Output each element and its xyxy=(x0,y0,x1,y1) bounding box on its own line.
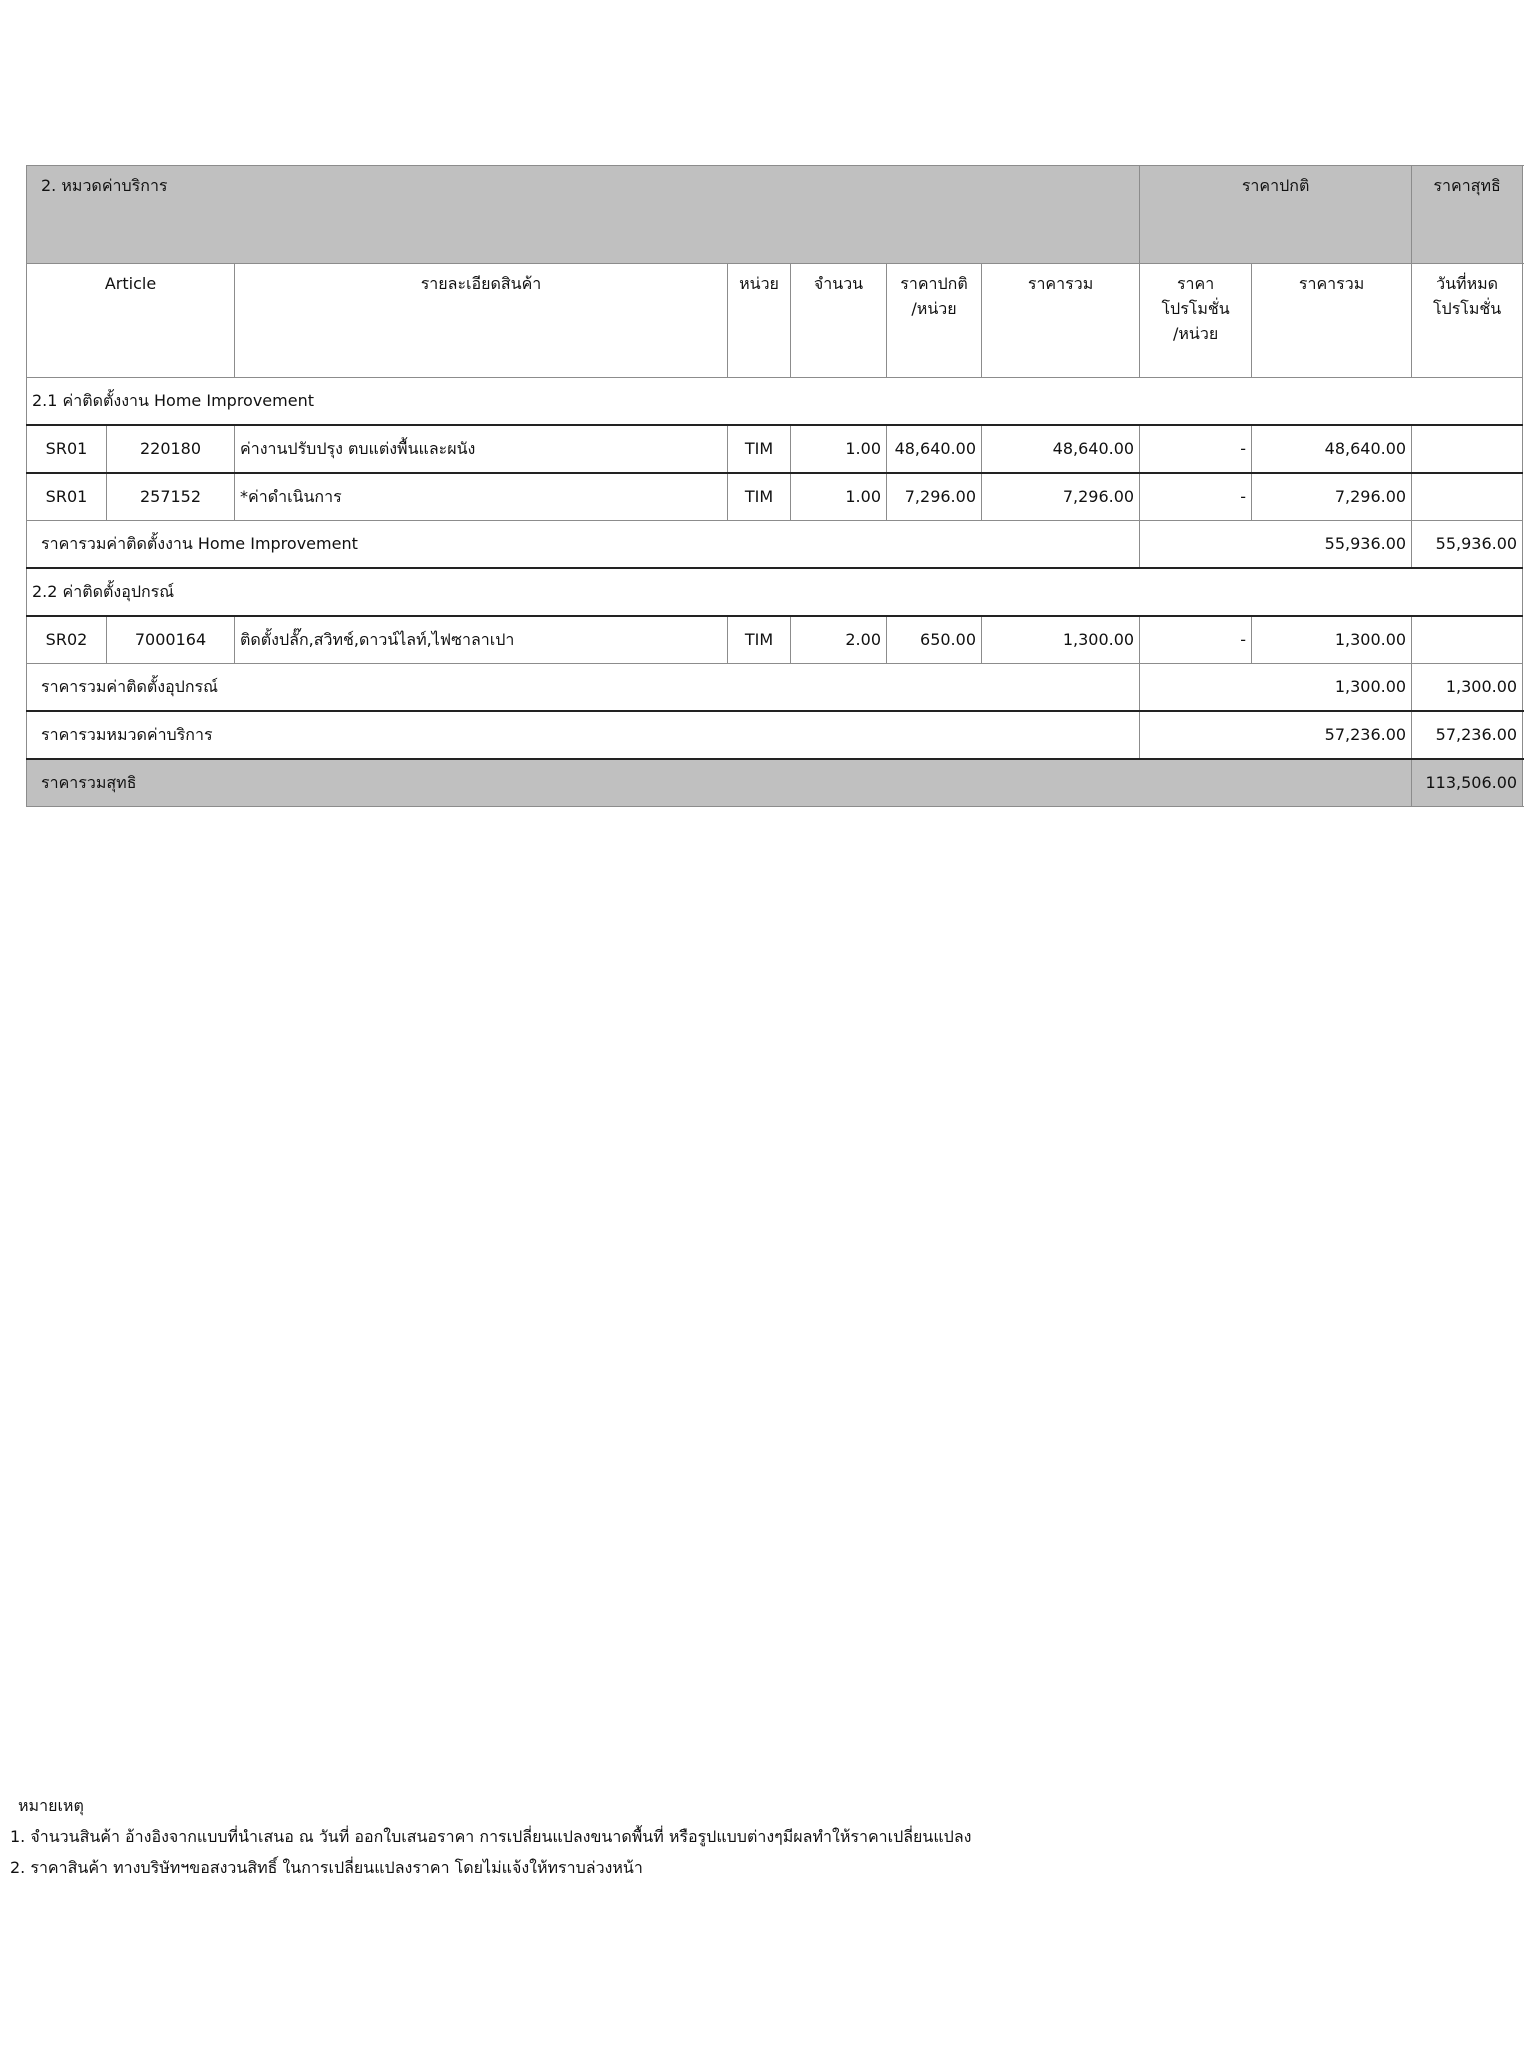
section-header-row xyxy=(27,166,1523,264)
notes-title: หมายเหตุ xyxy=(18,1796,84,1815)
row-net-total: 48,640.00 xyxy=(1252,425,1412,473)
row-unit-price: 650.00 xyxy=(887,616,982,664)
row-qty: 1.00 xyxy=(791,473,887,521)
service-quotation-table xyxy=(26,165,1523,807)
row-article: 220180 xyxy=(107,425,235,473)
col-total: ราคารวม xyxy=(982,264,1140,378)
row-net-total: 1,300.00 xyxy=(1252,616,1412,664)
subtotal-regular: 55,936.00 xyxy=(1140,521,1412,569)
group-title-row xyxy=(27,568,1523,616)
row-unit: TIM xyxy=(728,473,791,521)
row-net-total: 7,296.00 xyxy=(1252,473,1412,521)
col-promo-end-line2: โปรโมชั่น xyxy=(1432,298,1502,318)
row-total: 1,300.00 xyxy=(982,616,1140,664)
col-description: รายละเอียดสินค้า xyxy=(235,264,728,378)
row-unit: TIM xyxy=(728,425,791,473)
row-description: ค่างานปรับปรุง ตบแต่งพื้นและผนัง xyxy=(235,425,728,473)
row-description: ติดตั้งปลั๊ก,สวิทช์,ดาวน์ไลท์,ไฟซาลาเปา xyxy=(235,616,728,664)
note-item: 1. จำนวนสินค้า อ้างอิงจากแบบที่นำเสนอ ณ วันที่ ออกใบเสนอราคา การเปลี่ยนแปลงขนาดพื้นที่ หรือรูปแบบต่างๆมีผลทำให้ราคาเปลี่ยนแปลง xyxy=(10,1827,972,1846)
row-promo-end xyxy=(1412,473,1523,521)
row-code: SR01 xyxy=(27,425,107,473)
subtotal-regular: 1,300.00 xyxy=(1140,664,1412,712)
subtotal-row xyxy=(27,521,1523,569)
subtotal-label: ราคารวมค่าติดตั้งอุปกรณ์ xyxy=(27,664,1140,712)
group-title: 2.1 ค่าติดตั้งงาน Home Improvement xyxy=(27,378,1523,426)
col-promo-price xyxy=(1140,264,1252,378)
col-unit-price xyxy=(887,264,982,378)
row-article: 7000164 xyxy=(107,616,235,664)
note-item: 2. ราคาสินค้า ทางบริษัทฯขอสงวนสิทธิ์ ในการเปลี่ยนแปลงราคา โดยไม่แจ้งให้ทราบล่วงหน้า xyxy=(10,1858,643,1877)
row-promo-end xyxy=(1412,425,1523,473)
regular-price-header: ราคาปกติ xyxy=(1140,166,1412,264)
row-unit: TIM xyxy=(728,616,791,664)
category-total-regular: 57,236.00 xyxy=(1140,711,1412,759)
section-title: 2. หมวดค่าบริการ xyxy=(27,166,1140,264)
col-unit-price-line2: /หน่วย xyxy=(911,298,957,318)
row-total: 48,640.00 xyxy=(982,425,1140,473)
col-promo-price-line1: ราคา xyxy=(1176,274,1215,293)
column-header-row xyxy=(27,264,1523,378)
row-article: 257152 xyxy=(107,473,235,521)
col-qty: จำนวน xyxy=(791,264,887,378)
table-row xyxy=(27,473,1523,521)
col-article: Article xyxy=(27,264,235,378)
grand-total-label: ราคารวมสุทธิ xyxy=(27,759,1412,807)
row-promo-price: - xyxy=(1140,425,1252,473)
notes-section xyxy=(10,1790,971,1883)
row-promo-price: - xyxy=(1140,473,1252,521)
row-unit-price: 48,640.00 xyxy=(887,425,982,473)
category-total-net: 57,236.00 xyxy=(1412,711,1523,759)
col-unit-price-line1: ราคาปกติ xyxy=(900,274,968,293)
row-qty: 1.00 xyxy=(791,425,887,473)
category-total-row xyxy=(27,711,1523,759)
col-promo-price-line3: /หน่วย xyxy=(1172,323,1219,343)
col-promo-end-line1: วันที่หมด xyxy=(1436,274,1499,293)
col-unit: หน่วย xyxy=(728,264,791,378)
row-qty: 2.00 xyxy=(791,616,887,664)
subtotal-label: ราคารวมค่าติดตั้งงาน Home Improvement xyxy=(27,521,1140,569)
group-title-row xyxy=(27,378,1523,426)
category-total-label: ราคารวมหมวดค่าบริการ xyxy=(27,711,1140,759)
row-code: SR02 xyxy=(27,616,107,664)
row-total: 7,296.00 xyxy=(982,473,1140,521)
table-row xyxy=(27,425,1523,473)
row-promo-price: - xyxy=(1140,616,1252,664)
table-row xyxy=(27,616,1523,664)
col-net-total: ราคารวม xyxy=(1252,264,1412,378)
row-description: *ค่าดำเนินการ xyxy=(235,473,728,521)
grand-total-row xyxy=(27,759,1523,807)
row-unit-price: 7,296.00 xyxy=(887,473,982,521)
subtotal-net: 55,936.00 xyxy=(1412,521,1523,569)
group-title: 2.2 ค่าติดตั้งอุปกรณ์ xyxy=(27,568,1523,616)
subtotal-net: 1,300.00 xyxy=(1412,664,1523,712)
subtotal-row xyxy=(27,664,1523,712)
net-price-header: ราคาสุทธิ xyxy=(1412,166,1523,264)
col-promo-price-line2: โปรโมชั่น xyxy=(1161,298,1230,318)
grand-total-value: 113,506.00 xyxy=(1412,759,1523,807)
col-promo-end xyxy=(1412,264,1523,378)
row-promo-end xyxy=(1412,616,1523,664)
row-code: SR01 xyxy=(27,473,107,521)
